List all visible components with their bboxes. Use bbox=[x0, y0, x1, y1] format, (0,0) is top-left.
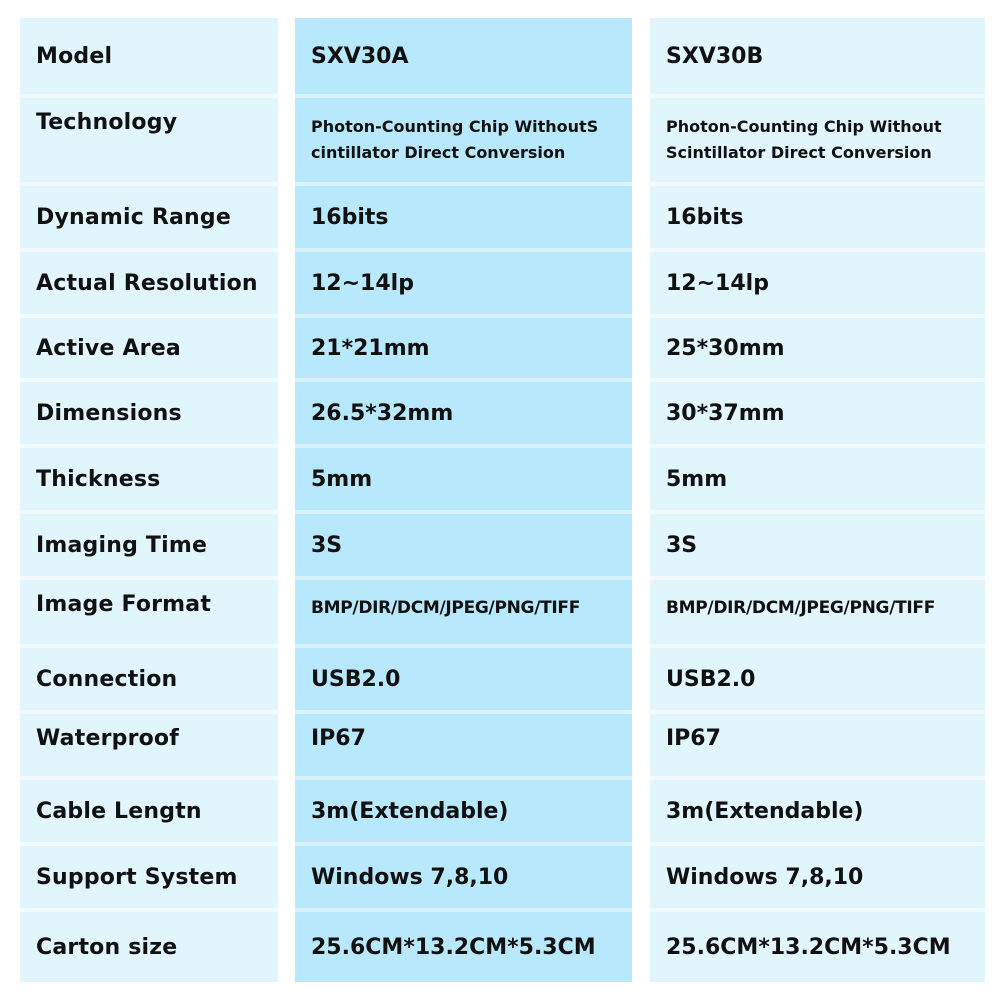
label-cable-length: Cable Lengtn bbox=[36, 798, 202, 824]
sxv30a-cell-carton-size bbox=[295, 912, 632, 982]
sxv30b-connection: USB2.0 bbox=[666, 666, 756, 692]
label-support-system: Support System bbox=[36, 864, 238, 890]
label-cell-cable-length bbox=[20, 780, 278, 842]
sxv30a-active-area: 21*21mm bbox=[311, 335, 430, 361]
label-imaging-time: Imaging Time bbox=[36, 532, 208, 558]
sxv30b-cell-cable-length bbox=[650, 780, 985, 842]
sxv30b-cell-actual-resolution bbox=[650, 252, 985, 314]
sxv30a-cell-thickness bbox=[295, 448, 632, 510]
sxv30b-cell-model bbox=[650, 18, 985, 94]
sxv30b-cell-image-format bbox=[650, 580, 985, 644]
sxv30a-cell-dimensions bbox=[295, 382, 632, 444]
label-dynamic-range: Dynamic Range bbox=[36, 204, 231, 230]
sxv30b-active-area: 25*30mm bbox=[666, 335, 785, 361]
sxv30a-carton-size: 25.6CM*13.2CM*5.3CM bbox=[311, 934, 596, 960]
sxv30a-cell-model bbox=[295, 18, 632, 94]
sxv30a-image-format: BMP/DIR/DCM/JPEG/PNG/TIFF bbox=[311, 598, 581, 618]
sxv30b-thickness: 5mm bbox=[666, 466, 728, 492]
sxv30b-technology: Photon-Counting Chip Without Scintillator Direct Conversion bbox=[666, 117, 942, 162]
sxv30b-cell-carton-size bbox=[650, 912, 985, 982]
label-cell-thickness bbox=[20, 448, 278, 510]
sxv30a-cell-waterproof bbox=[295, 714, 632, 776]
label-cell-model bbox=[20, 18, 278, 94]
label-technology: Technology bbox=[36, 110, 178, 135]
sxv30a-imaging-time: 3S bbox=[311, 532, 343, 558]
label-connection: Connection bbox=[36, 666, 178, 692]
sxv30b-dimensions: 30*37mm bbox=[666, 400, 785, 426]
sxv30a-cell-support-system bbox=[295, 846, 632, 908]
sxv30b-cell-connection bbox=[650, 648, 985, 710]
sxv30b-waterproof: IP67 bbox=[666, 726, 721, 751]
sxv30a-actual-resolution: 12~14lp bbox=[311, 270, 414, 296]
sxv30a-cell-actual-resolution bbox=[295, 252, 632, 314]
sxv30b-imaging-time: 3S bbox=[666, 532, 698, 558]
sxv30b-cell-dimensions bbox=[650, 382, 985, 444]
label-model: Model bbox=[36, 43, 113, 69]
sxv30b-cell-waterproof bbox=[650, 714, 985, 776]
sxv30a-model: SXV30A bbox=[311, 43, 409, 69]
sxv30a-technology: Photon-Counting Chip WithoutS cintillator Direct Conversion bbox=[311, 117, 599, 162]
label-cell-image-format bbox=[20, 580, 278, 644]
label-actual-resolution: Actual Resolution bbox=[36, 270, 258, 296]
label-cell-actual-resolution bbox=[20, 252, 278, 314]
sxv30b-dynamic-range: 16bits bbox=[666, 204, 744, 230]
sxv30a-cell-dynamic-range bbox=[295, 186, 632, 248]
sxv30a-connection: USB2.0 bbox=[311, 666, 401, 692]
label-image-format: Image Format bbox=[36, 592, 212, 617]
label-cell-support-system bbox=[20, 846, 278, 908]
sxv30a-cell-active-area bbox=[295, 318, 632, 378]
sxv30a-thickness: 5mm bbox=[311, 466, 373, 492]
label-cell-imaging-time bbox=[20, 514, 278, 576]
label-cell-technology bbox=[20, 98, 278, 182]
sxv30a-dimensions: 26.5*32mm bbox=[311, 400, 454, 426]
sxv30b-cell-active-area bbox=[650, 318, 985, 378]
sxv30b-cable-length: 3m(Extendable) bbox=[666, 798, 864, 824]
label-active-area: Active Area bbox=[36, 335, 181, 361]
sxv30b-cell-thickness bbox=[650, 448, 985, 510]
sxv30b-cell-imaging-time bbox=[650, 514, 985, 576]
label-cell-connection bbox=[20, 648, 278, 710]
sxv30b-cell-dynamic-range bbox=[650, 186, 985, 248]
label-dimensions: Dimensions bbox=[36, 400, 182, 426]
sxv30a-cell-image-format bbox=[295, 580, 632, 644]
sxv30b-support-system: Windows 7,8,10 bbox=[666, 864, 864, 890]
label-cell-dimensions bbox=[20, 382, 278, 444]
sxv30a-support-system: Windows 7,8,10 bbox=[311, 864, 509, 890]
sxv30b-cell-technology bbox=[650, 98, 985, 182]
sxv30b-image-format: BMP/DIR/DCM/JPEG/PNG/TIFF bbox=[666, 598, 936, 618]
sxv30a-cell-connection bbox=[295, 648, 632, 710]
sxv30b-cell-support-system bbox=[650, 846, 985, 908]
label-waterproof: Waterproof bbox=[36, 726, 180, 751]
sxv30a-cell-cable-length bbox=[295, 780, 632, 842]
sxv30b-model: SXV30B bbox=[666, 43, 764, 69]
label-carton-size: Carton size bbox=[36, 934, 178, 960]
sxv30a-dynamic-range: 16bits bbox=[311, 204, 389, 230]
sxv30a-waterproof: IP67 bbox=[311, 726, 366, 751]
label-cell-dynamic-range bbox=[20, 186, 278, 248]
sxv30a-cell-technology bbox=[295, 98, 632, 182]
label-thickness: Thickness bbox=[36, 466, 161, 492]
label-cell-active-area bbox=[20, 318, 278, 378]
sxv30b-actual-resolution: 12~14lp bbox=[666, 270, 769, 296]
label-cell-waterproof bbox=[20, 714, 278, 776]
sxv30b-carton-size: 25.6CM*13.2CM*5.3CM bbox=[666, 934, 951, 960]
label-cell-carton-size bbox=[20, 912, 278, 982]
sxv30a-cable-length: 3m(Extendable) bbox=[311, 798, 509, 824]
sxv30a-cell-imaging-time bbox=[295, 514, 632, 576]
